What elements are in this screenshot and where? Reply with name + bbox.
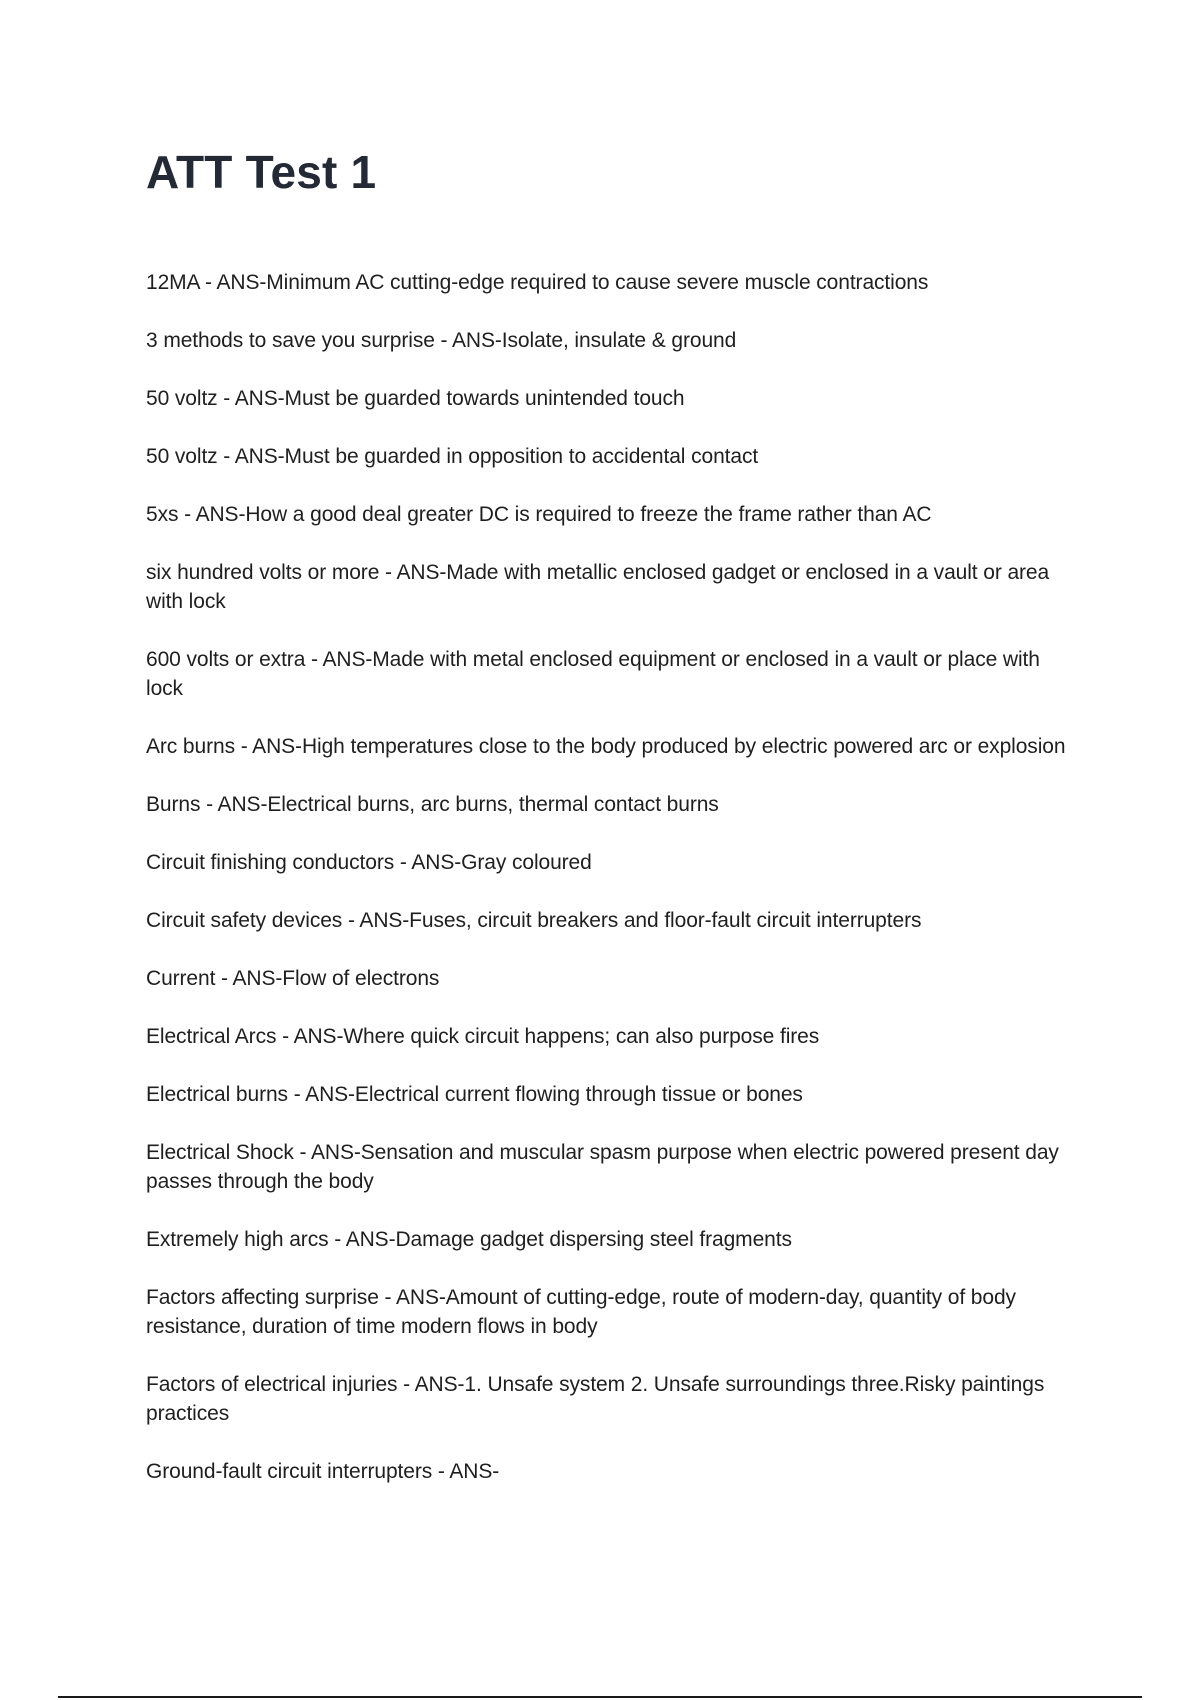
flashcard-entry: Electrical burns - ANS-Electrical current flowing through tissue or bones [146, 1083, 803, 1106]
flashcard-entry: Electrical Shock - ANS-Sensation and muscular spasm purpose when electric powered present day passes through the body [146, 1141, 1059, 1193]
flashcard-entry: Electrical Arcs - ANS-Where quick circuit happens; can also purpose fires [146, 1025, 820, 1048]
flashcard-entry: Current - ANS-Flow of electrons [146, 967, 440, 990]
flashcard-entry: Circuit finishing conductors - ANS-Gray coloured [146, 851, 592, 874]
flashcard-entry: Factors of electrical injuries - ANS-1. Unsafe system 2. Unsafe surroundings three.Risky paintings practices [146, 1373, 1045, 1425]
flashcard-entry: Extremely high arcs - ANS-Damage gadget dispersing steel fragments [146, 1228, 792, 1251]
flashcard-entry: 50 voltz - ANS-Must be guarded towards unintended touch [146, 387, 685, 410]
flashcard-entry: 600 volts or extra - ANS-Made with metal enclosed equipment or enclosed in a vault or place with lock [146, 648, 1040, 700]
flashcard-entry: 3 methods to save you surprise - ANS-Isolate, insulate & ground [146, 329, 737, 352]
flashcard-list [146, 268, 1066, 1515]
flashcard-entry: 12MA - ANS-Minimum AC cutting-edge required to cause severe muscle contractions [146, 271, 929, 294]
flashcard-entry: Factors affecting surprise - ANS-Amount of cutting-edge, route of modern-day, quantity of body resistance, duration of time modern flows in body [146, 1286, 1016, 1338]
flashcard-entry: Circuit safety devices - ANS-Fuses, circuit breakers and floor-fault circuit interrupters [146, 909, 922, 932]
document-title: ATT Test 1 [146, 146, 377, 198]
flashcard-entry: Ground-fault circuit interrupters - ANS- [146, 1460, 500, 1483]
flashcard-entry: Arc burns - ANS-High temperatures close to the body produced by electric powered arc or explosion [146, 735, 1066, 758]
flashcard-entry: 50 voltz - ANS-Must be guarded in opposition to accidental contact [146, 445, 759, 468]
flashcard-entry: Burns - ANS-Electrical burns, arc burns, thermal contact burns [146, 793, 719, 816]
footer-divider [58, 1696, 1142, 1698]
flashcard-entry: 5xs - ANS-How a good deal greater DC is required to freeze the frame rather than AC [146, 503, 932, 526]
flashcard-entry: six hundred volts or more - ANS-Made with metallic enclosed gadget or enclosed in a vault or area with lock [146, 561, 1050, 613]
